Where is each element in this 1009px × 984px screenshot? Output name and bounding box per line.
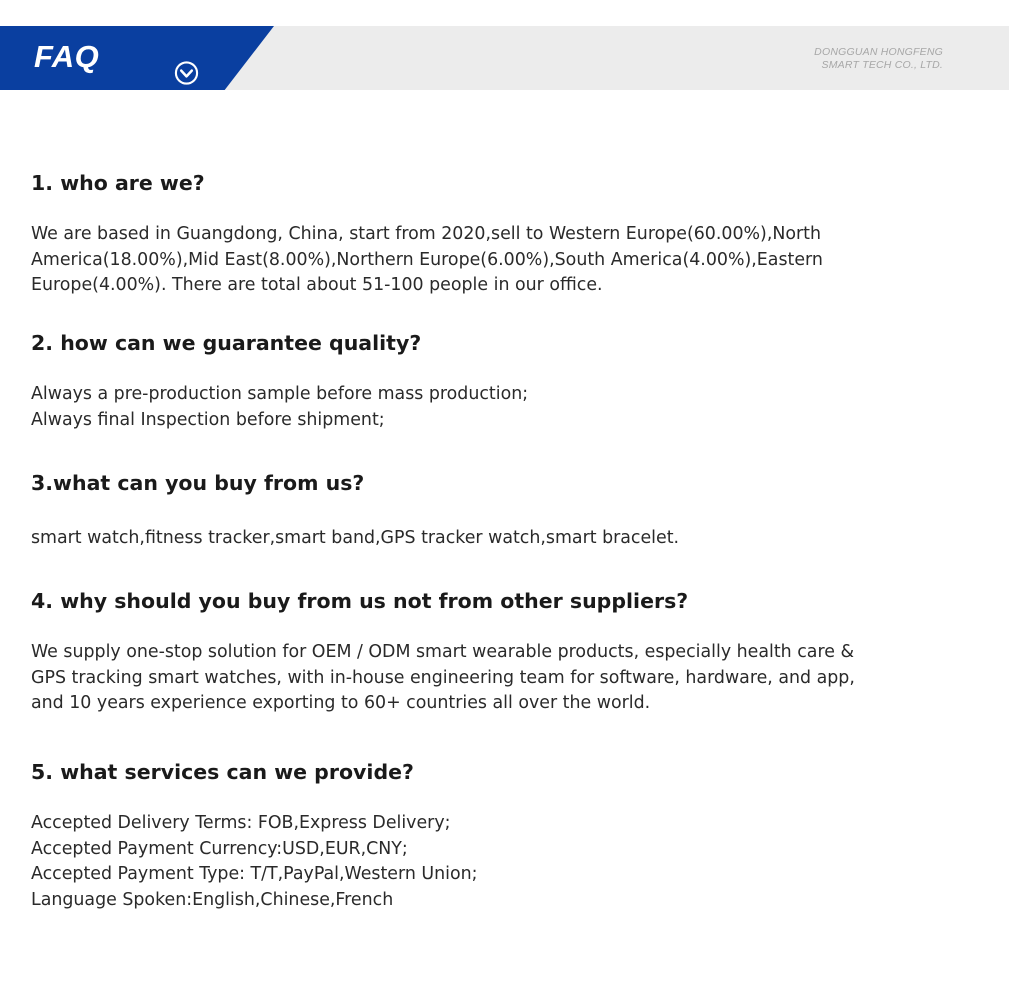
faq-answer — [31, 382, 981, 433]
faq-answer-line: Accepted Payment Type: T/T,PayPal,Western Union; — [31, 864, 478, 885]
faq-item-quality — [31, 330, 981, 433]
company-name-line-1: DONGGUAN HONGFENG — [814, 46, 943, 58]
faq-answer-line: America(18.00%),Mid East(8.00%),Northern Europe(6.00%),South America(4.00%),Eastern — [31, 249, 823, 270]
faq-answer-line: Always a pre-production sample before mass production; — [31, 384, 529, 404]
faq-answer-line: GPS tracking smart watches, with in-house engineering team for software, hardware, and app, — [31, 667, 855, 688]
faq-item-services — [31, 759, 981, 913]
faq-question: 4. why should you buy from us not from other suppliers? — [31, 589, 689, 613]
faq-item-products — [31, 470, 981, 552]
faq-answer-line: Accepted Payment Currency:USD,EUR,CNY; — [31, 838, 408, 859]
faq-answer-line: We supply one-stop solution for OEM / ODM smart wearable products, especially health care & — [31, 642, 855, 662]
company-name — [814, 46, 943, 72]
faq-header-banner — [0, 26, 1009, 90]
faq-answer — [31, 222, 981, 299]
faq-answer — [31, 526, 981, 552]
faq-answer — [31, 640, 981, 717]
faq-answer-line: Always final Inspection before shipment; — [31, 409, 385, 430]
faq-item-why-us — [31, 588, 981, 717]
faq-answer — [31, 811, 981, 913]
faq-question: 5. what services can we provide? — [31, 760, 414, 784]
faq-answer-line: Accepted Delivery Terms: FOB,Express Delivery; — [31, 813, 451, 833]
faq-answer-line: Language Spoken:English,Chinese,French — [31, 889, 394, 910]
faq-question: 2. how can we guarantee quality? — [31, 331, 422, 355]
faq-answer-line: smart watch,fitness tracker,smart band,GPS tracker watch,smart bracelet. — [31, 528, 680, 548]
faq-item-who-are-we — [31, 170, 981, 299]
faq-question: 1. who are we? — [31, 171, 205, 195]
header-title: FAQ — [34, 39, 100, 74]
faq-answer-line: and 10 years experience exporting to 60+ countries all over the world. — [31, 693, 651, 714]
company-name-line-2: SMART TECH CO., LTD. — [821, 59, 943, 71]
chevron-down-circle-icon — [174, 61, 199, 86]
faq-answer-line: We are based in Guangdong, China, start from 2020,sell to Western Europe(60.00%),North — [31, 224, 822, 244]
faq-answer-line: Europe(4.00%). There are total about 51-100 people in our office. — [31, 275, 603, 296]
faq-question: 3.what can you buy from us? — [31, 471, 365, 495]
